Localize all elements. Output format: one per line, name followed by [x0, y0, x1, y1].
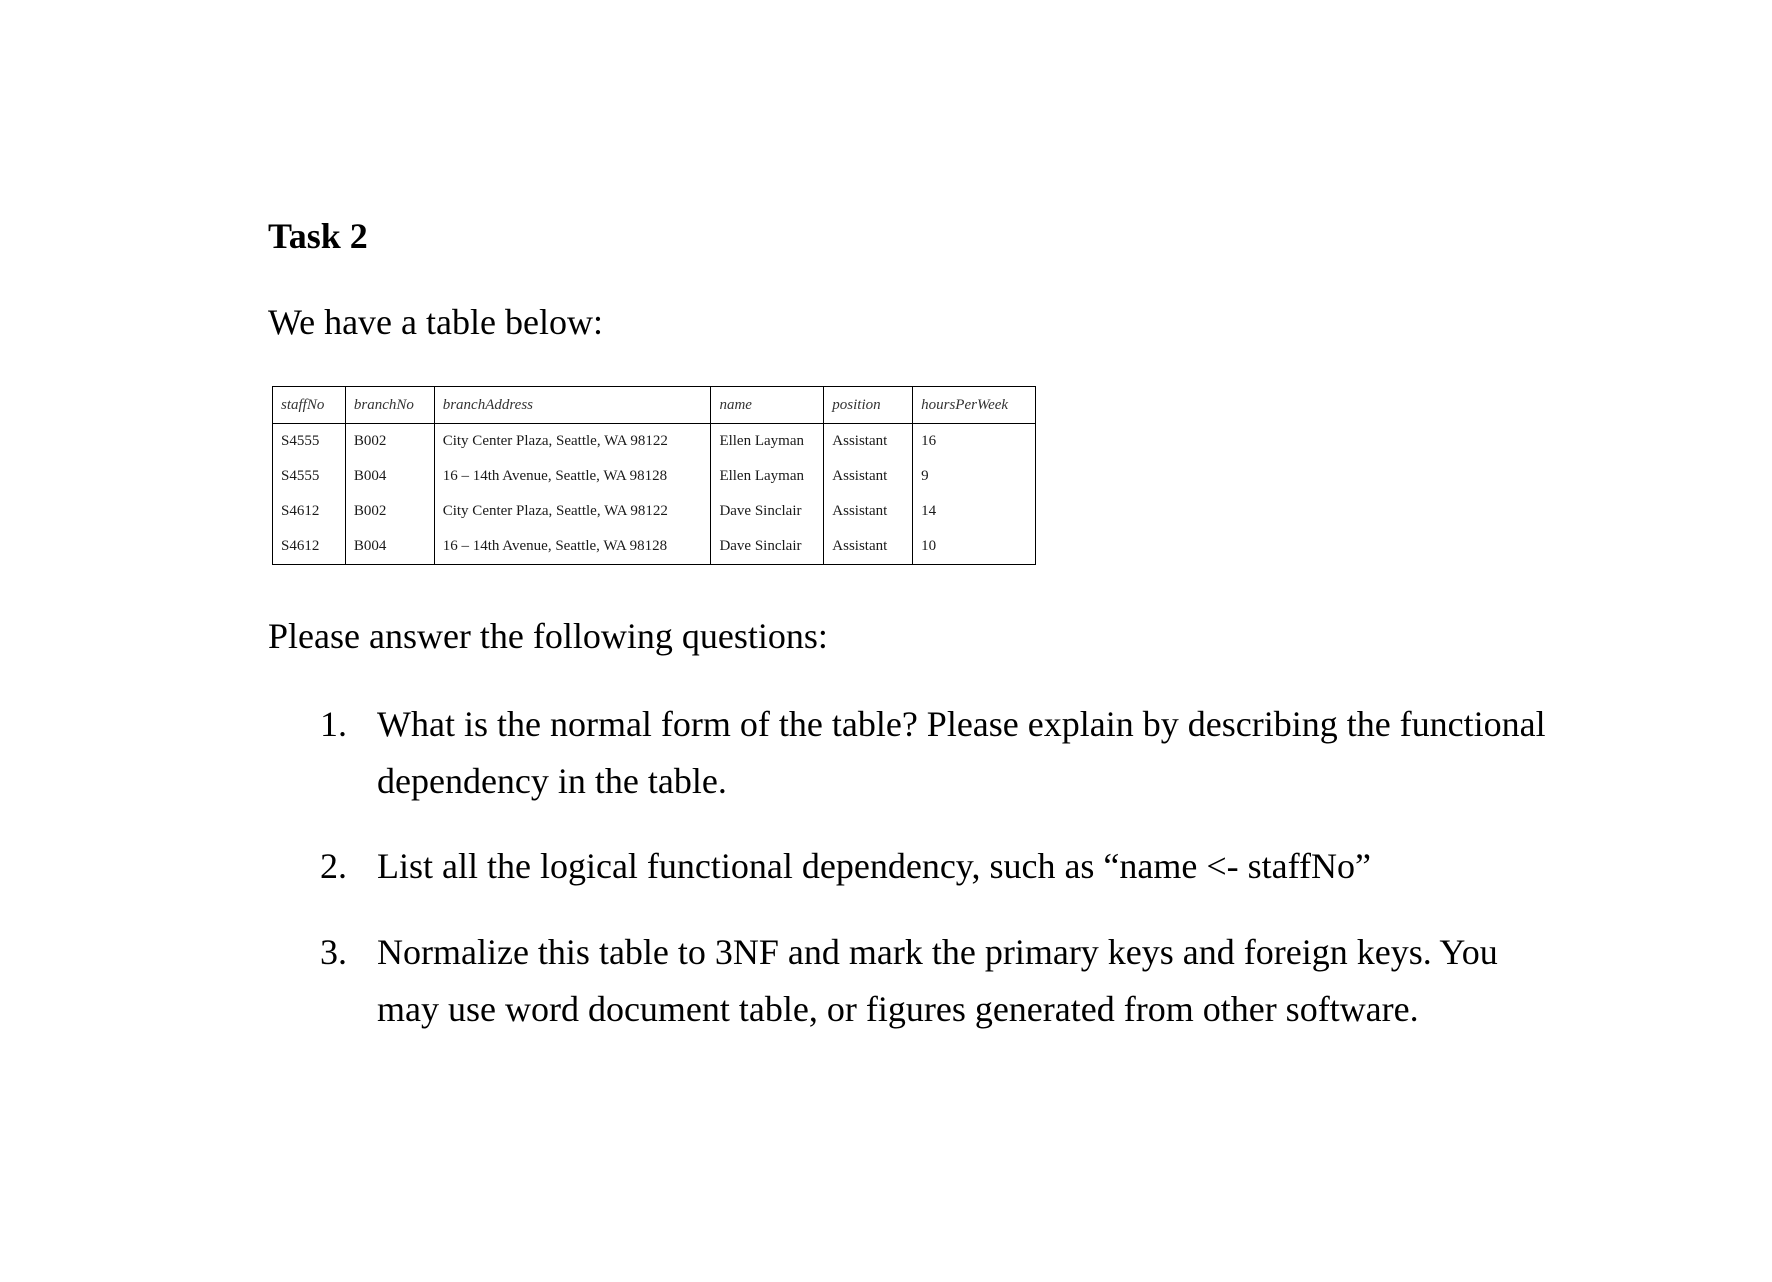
- table-row: [273, 494, 1036, 529]
- cell-branchno: B002: [345, 494, 434, 529]
- cell-branchaddress: City Center Plaza, Seattle, WA 98122: [434, 494, 711, 529]
- table-row: [273, 424, 1036, 460]
- cell-position: Assistant: [824, 459, 913, 494]
- cell-hoursperweek: 16: [913, 424, 1036, 460]
- question-text: What is the normal form of the table? Please explain by describing the functional dependency in the table.: [377, 704, 1546, 801]
- question-item: [320, 924, 1560, 1038]
- cell-staffno: S4555: [273, 459, 346, 494]
- header-position: position: [824, 387, 913, 424]
- cell-name: Dave Sinclair: [711, 529, 824, 565]
- cell-staffno: S4612: [273, 529, 346, 565]
- cell-position: Assistant: [824, 494, 913, 529]
- question-text: Normalize this table to 3NF and mark the primary keys and foreign keys. You may use word document table, or figures generated from other software.: [377, 932, 1498, 1029]
- cell-position: Assistant: [824, 424, 913, 460]
- cell-staffno: S4612: [273, 494, 346, 529]
- cell-position: Assistant: [824, 529, 913, 565]
- question-item: [320, 838, 1560, 895]
- intro-text: We have a table below:: [268, 302, 603, 342]
- header-branchaddress: branchAddress: [434, 387, 711, 424]
- table-row: [273, 529, 1036, 565]
- cell-name: Ellen Layman: [711, 459, 824, 494]
- cell-name: Dave Sinclair: [711, 494, 824, 529]
- question-number: 3.: [320, 932, 347, 972]
- header-staffno: staffNo: [273, 387, 346, 424]
- cell-branchaddress: 16 – 14th Avenue, Seattle, WA 98128: [434, 459, 711, 494]
- cell-branchno: B004: [345, 529, 434, 565]
- cell-hoursperweek: 14: [913, 494, 1036, 529]
- task-title: Task 2: [268, 216, 368, 256]
- cell-branchno: B004: [345, 459, 434, 494]
- table-header-row: [273, 387, 1036, 424]
- cell-staffno: S4555: [273, 424, 346, 460]
- cell-branchaddress: 16 – 14th Avenue, Seattle, WA 98128: [434, 529, 711, 565]
- cell-hoursperweek: 9: [913, 459, 1036, 494]
- header-name: name: [711, 387, 824, 424]
- table-row: [273, 459, 1036, 494]
- cell-name: Ellen Layman: [711, 424, 824, 460]
- question-text: List all the logical functional dependency, such as “name <- staffNo”: [377, 846, 1371, 886]
- question-number: 2.: [320, 846, 347, 886]
- question-number: 1.: [320, 704, 347, 744]
- header-hoursperweek: hoursPerWeek: [913, 387, 1036, 424]
- cell-hoursperweek: 10: [913, 529, 1036, 565]
- question-item: [320, 696, 1560, 810]
- header-branchno: branchNo: [345, 387, 434, 424]
- cell-branchaddress: City Center Plaza, Seattle, WA 98122: [434, 424, 711, 460]
- staff-branch-table: [272, 386, 1036, 565]
- questions-prompt: Please answer the following questions:: [268, 616, 828, 656]
- cell-branchno: B002: [345, 424, 434, 460]
